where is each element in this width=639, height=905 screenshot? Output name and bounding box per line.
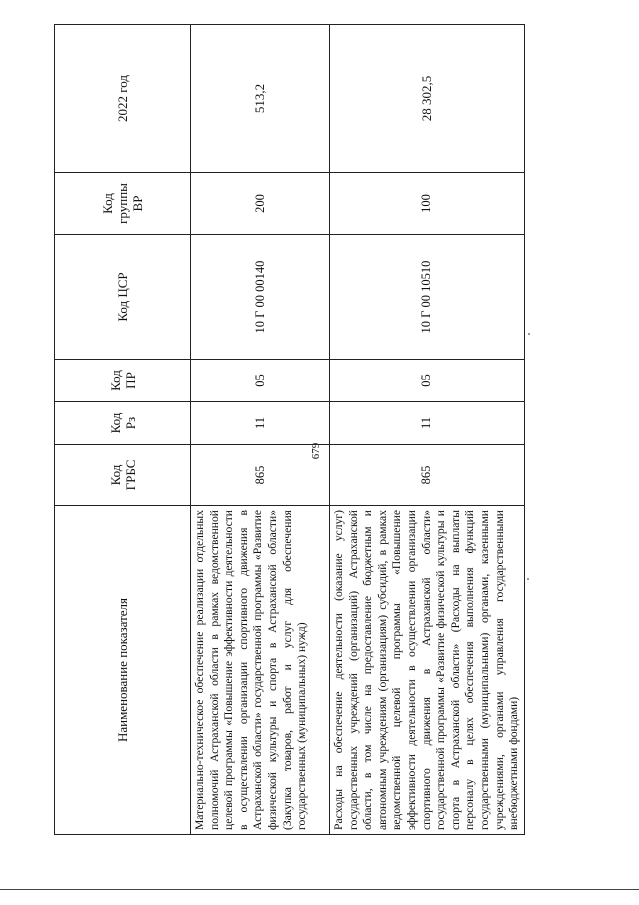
- row-rz: 11: [191, 402, 330, 445]
- header-name: Наименование показателя: [55, 506, 191, 835]
- header-grbs: Код ГРБС: [55, 445, 191, 506]
- row-rz: 11: [330, 402, 525, 445]
- header-pr: Код ПР: [55, 360, 191, 402]
- row-pr: 05: [330, 360, 525, 402]
- row-name: Расходы на обеспечение деятельности (оказание услуг) государственных учреждений (организаций) Астраханской области, в том числе на предоставление бюджетным и автономным учреждениям (организациям) субсидий, в рамках ведомственной целевой программы «Повышение эффективности деятельности в осуществлении организации спортивного движения в Астраханской области» государственной программы «Развитие физической культуры и спорта в Астраханской области» (Расходы на выплаты персоналу в целях обеспечения выполнения функций государственными (муниципальными) органами, казенными учреждениями, органами управления государственными внебюджетными фондами): [330, 506, 525, 835]
- bottom-rule: [0, 889, 639, 890]
- row-name: Материально-техническое обеспечение реализации отдельных полномочий Астраханской области в рамках ведомственной целевой программы «Повышение эффективности деятельности в осуществлении организации спортивного движения в Астраханской области» государственной программы «Развитие физической культуры и спорта в Астраханской области» (Закупка товаров, работ и услуг для обеспечения государственных (муниципальных) нужд): [191, 506, 330, 835]
- row-vr: 200: [191, 173, 330, 235]
- scan-speck: [528, 333, 530, 335]
- row-vr: 100: [330, 173, 525, 235]
- row-grbs: 865: [330, 445, 525, 506]
- header-year: 2022 год: [55, 25, 191, 173]
- header-vr: Код группы ВР: [55, 173, 191, 235]
- table-header-row: [55, 25, 191, 835]
- row-pr: 05: [191, 360, 330, 402]
- scan-speck: [527, 578, 529, 580]
- budget-table: [54, 24, 525, 835]
- row-csr: 10 Г 00 00140: [191, 235, 330, 360]
- row-value: 28 302,5: [330, 25, 525, 173]
- table-row: [330, 25, 525, 835]
- row-value: 513,2: [191, 25, 330, 173]
- row-csr: 10 Г 00 10510: [330, 235, 525, 360]
- rotated-page-content: [54, 25, 521, 835]
- table-row: [191, 25, 330, 835]
- row-grbs: 865: [191, 445, 330, 506]
- header-csr: Код ЦСР: [55, 235, 191, 360]
- header-rz: Код Рз: [55, 402, 191, 445]
- page-number: 679: [310, 442, 322, 460]
